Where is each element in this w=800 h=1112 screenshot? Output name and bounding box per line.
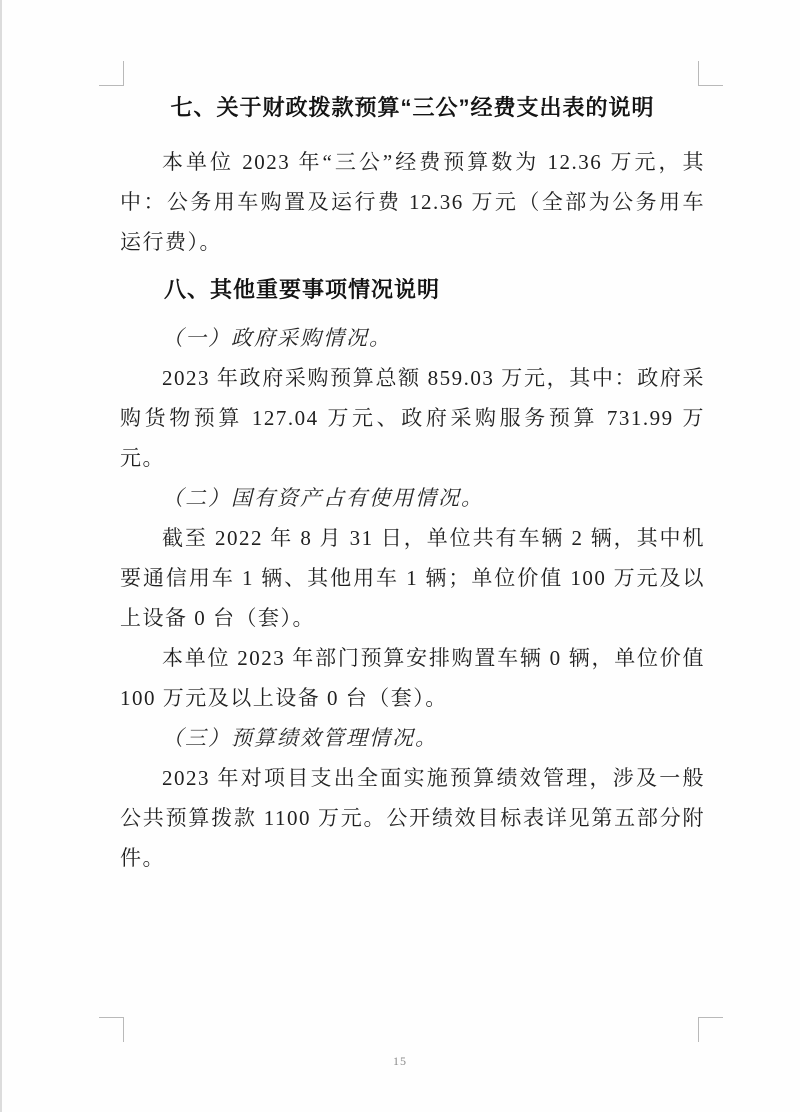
paragraph-2023-purchase-plan: 本单位 2023 年部门预算安排购置车辆 0 辆，单位价值 100 万元及以上设备 0 台（套）。 <box>120 646 705 710</box>
crop-mark-top-right <box>698 61 723 86</box>
paragraph-government-procurement: 2023 年政府采购预算总额 859.03 万元，其中：政府采购货物预算 127.04 万元、政府采购服务预算 731.99 万元。 <box>120 366 705 470</box>
paragraph-sangong-budget: 本单位 2023 年“三公”经费预算数为 12.36 万元，其中：公务用车购置及运行费 12.36 万元（全部为公务用车运行费）。 <box>120 150 705 254</box>
heading-section-eight: 八、其他重要事项情况说明 <box>164 277 441 302</box>
page-number: 15 <box>393 1054 407 1068</box>
subheading-state-owned-assets: （二）国有资产占有使用情况。 <box>162 486 484 510</box>
paragraph-budget-performance: 2023 年对项目支出全面实施预算绩效管理，涉及一般公共预算拨款 1100 万元。公开绩效目标表详见第五部分附件。 <box>120 766 705 870</box>
heading-section-seven: 七、关于财政拨款预算“三公”经费支出表的说明 <box>170 95 655 120</box>
document-text-area <box>120 88 705 878</box>
crop-mark-bottom-right <box>698 1017 723 1042</box>
subheading-government-procurement: （一）政府采购情况。 <box>162 326 392 350</box>
crop-mark-bottom-left <box>99 1017 124 1042</box>
paragraph-vehicles-and-equipment: 截至 2022 年 8 月 31 日，单位共有车辆 2 辆，其中机要通信用车 1 辆、其他用车 1 辆；单位价值 100 万元及以上设备 0 台（套）。 <box>120 526 705 630</box>
scan-edge-left <box>0 0 2 1112</box>
subheading-budget-performance: （三）预算绩效管理情况。 <box>162 726 438 750</box>
crop-mark-top-left <box>99 61 124 86</box>
